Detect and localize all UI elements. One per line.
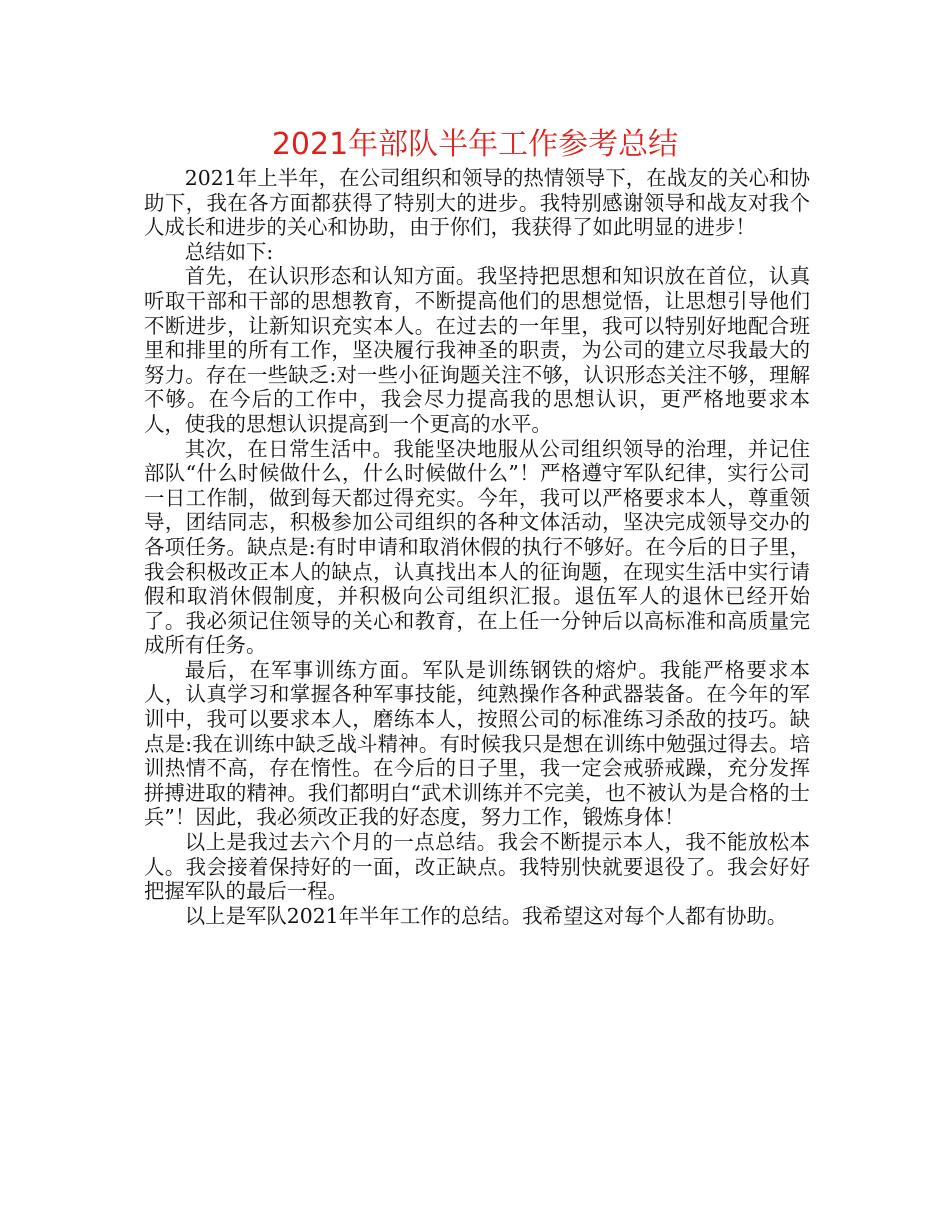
paragraph-daily-life: 其次，在日常生活中。我能坚决地服从公司组织领导的治理，并记住部队“什么时候做什么，什么时候做什么”！严格遵守军队纪律，实行公司一日工作制，做到每天都过得充实。今年，我可以严格要求本人，尊重领导，团结同志，积极参加公司组织的各种文体活动，坚决完成领导交办的各项任务。缺点是:有时申请和取消休假的执行不够好。在今后的日子里，我会积极改正本人的缺点，认真找出本人的征询题，在现实生活中实行请假和取消休假制度，并积极向公司组织汇报。退伍军人的退休已经开始了。我必须记住领导的关心和教育，在上任一分钟后以高标准和高质量完成所有任务。 xyxy=(144,436,810,658)
paragraph-reflection: 以上是我过去六个月的一点总结。我会不断提示本人，我不能放松本人。我会接着保持好的一面，改正缺点。我特别快就要退役了。我会好好把握军队的最后一程。 xyxy=(144,830,810,904)
paragraph-closing: 以上是军队2021年半年工作的总结。我希望这对每个人都有协助。 xyxy=(184,903,788,928)
document-title: 2021年部队半年工作参考总结 xyxy=(271,127,679,162)
paragraph-ideology: 首先，在认识形态和认知方面。我坚持把思想和知识放在首位，认真听取干部和干部的思想教育，不断提高他们的思想觉悟，让思想引导他们不断进步，让新知识充实本人。在过去的一年里，我可以特别好地配合班里和排里的所有工作，坚决履行我神圣的职责，为公司的建立尽我最大的努力。存在一些缺乏:对一些小征询题关注不够，认识形态关注不够，理解不够。在今后的工作中，我会尽力提高我的思想认识，更严格地要求本人，使我的思想认识提高到一个更高的水平。 xyxy=(144,264,810,436)
document-body xyxy=(144,166,810,928)
paragraph-intro: 2021年上半年，在公司组织和领导的热情领导下，在战友的关心和协助下，我在各方面都获得了特别大的进步。我特别感谢领导和战友对我个人成长和进步的关心和协助，由于你们，我获得了如此明显的进步！ xyxy=(144,166,810,240)
paragraph-military-training: 最后，在军事训练方面。军队是训练钢铁的熔炉。我能严格要求本人，认真学习和掌握各种军事技能，纯熟操作各种武器装备。在今年的军训中，我可以要求本人，磨练本人，按照公司的标准练习杀敌的技巧。缺点是:我在训练中缺乏战斗精神。有时候我只是想在训练中勉强过得去。培训热情不高，存在惰性。在今后的日子里，我一定会戒骄戒躁，充分发挥拼搏进取的精神。我们都明白“武术训练并不完美，也不被认为是合格的士兵”！因此，我必须改正我的好态度，努力工作，锻炼身体！ xyxy=(144,657,810,830)
paragraph-summary-heading: 总结如下: xyxy=(184,239,274,264)
